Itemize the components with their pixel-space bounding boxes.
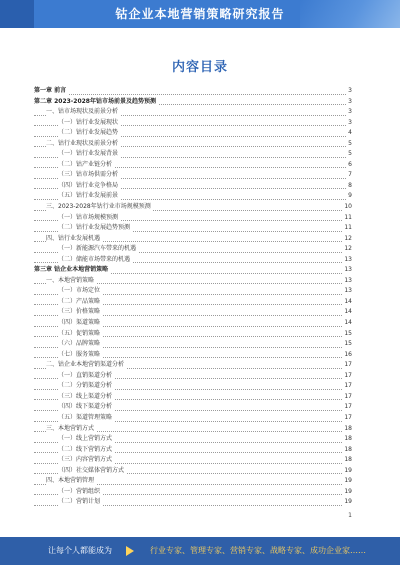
toc-entry-title: （七）服务策略	[58, 350, 102, 361]
toc-entry-page: 14	[342, 318, 352, 329]
page-header	[0, 0, 400, 28]
toc-entry-title: 四、钴行业发展机遇	[46, 234, 102, 245]
toc-entry-title: （二）储能市场带来的机遇	[58, 255, 132, 266]
toc-entry-page: 13	[342, 276, 352, 287]
report-title: 钴企业本地营销策略研究报告	[115, 7, 285, 21]
toc-entry-page: 16	[342, 350, 352, 361]
toc-entry-page: 10	[342, 202, 352, 213]
toc-entry-title: （一）新能源汽车带来的机遇	[58, 244, 138, 255]
toc-entry-page: 19	[342, 487, 352, 498]
toc-entry-title: （四）渠道策略	[58, 318, 102, 329]
toc-entry-title: 三、本地营销方式	[46, 424, 96, 435]
toc-entry-page: 15	[342, 329, 352, 340]
toc-entry-page: 3	[346, 118, 352, 129]
toc-entry-page: 11	[342, 213, 352, 224]
toc-entry-page: 15	[342, 339, 352, 350]
page-footer	[0, 537, 400, 565]
toc-entry-title: （二）钴行业发展趋势预测	[58, 223, 132, 234]
toc-entry-page: 13	[342, 265, 352, 276]
toc-entry-page: 12	[342, 244, 352, 255]
toc-entry-page: 14	[342, 307, 352, 318]
toc-entry-page: 18	[342, 434, 352, 445]
toc-entry-page: 19	[342, 497, 352, 508]
toc-entry-title: 一、本地营销策略	[46, 276, 96, 287]
toc-entry-title: 三、2023-2028年钴行业市场规模预测	[46, 202, 153, 213]
toc-entry-title: 二、钴行业现状及前景分析	[46, 139, 120, 150]
toc-entry-page: 19	[342, 476, 352, 487]
toc-entry-page: 9	[346, 191, 352, 202]
toc-entry-page: 3	[346, 97, 352, 108]
toc-entry-page: 17	[342, 392, 352, 403]
toc-entry-title: （二）分销渠道分析	[58, 381, 114, 392]
toc-entry-page: 12	[342, 234, 352, 245]
toc-entry-title: （一）钴行业发展现状	[58, 118, 120, 129]
toc-entry-page: 18	[342, 424, 352, 435]
toc-entry-page: 17	[342, 413, 352, 424]
toc-entry-page: 17	[342, 381, 352, 392]
arrow-icon	[126, 546, 134, 556]
toc-entry-title: （一）线上营销方式	[58, 434, 114, 445]
toc-entry-page: 3	[346, 107, 352, 118]
toc-entry-title: （一）钴市场规模预测	[58, 213, 120, 224]
toc-entry-title: （二）营销计划	[58, 497, 102, 508]
page-number: 1	[348, 512, 352, 519]
toc-entry-page: 5	[346, 139, 352, 150]
toc-entry-page: 17	[342, 402, 352, 413]
toc-entry-title: （二）钴行业发展趋势	[58, 128, 120, 139]
toc-entry-title: （三）内容营销方式	[58, 455, 114, 466]
toc-entry-page: 5	[346, 149, 352, 160]
toc-entry-page: 7	[346, 170, 352, 181]
toc-entry[interactable]	[34, 497, 352, 508]
toc-entry-title: （三）钴市场供需分析	[58, 170, 120, 181]
toc-entry-title: （四）线下渠道分析	[58, 402, 114, 413]
toc-entry-page: 18	[342, 445, 352, 456]
toc-heading: 内容目录	[171, 60, 228, 75]
toc-entry-title: 第三章 钴企业本地营销策略	[34, 265, 110, 276]
toc-entry-title: （二）线下营销方式	[58, 445, 114, 456]
footer-tagline: 行业专家、管理专家、营销专家、战略专家、成功企业家……	[150, 546, 366, 555]
toc-entry-page: 19	[342, 466, 352, 477]
toc-entry-title: 四、本地营销管理	[46, 476, 96, 487]
toc-entry-title: 一、钴市场现状及前景分析	[46, 107, 120, 118]
toc-entry-title: （一）市场定位	[58, 286, 102, 297]
toc-entry-title: （一）钴行业发展背景	[58, 149, 120, 160]
toc-entry-page: 4	[346, 128, 352, 139]
toc-entry-title: 二、钴企业本地营销渠道分析	[46, 360, 126, 371]
toc-entry-title: （一）直销渠道分析	[58, 371, 114, 382]
toc-entry-page: 17	[342, 360, 352, 371]
toc-entry-title: （二）产品策略	[58, 297, 102, 308]
toc-entry-page: 14	[342, 297, 352, 308]
toc-entry-title: （五）钴行业发展前景	[58, 191, 120, 202]
toc-entry-page: 3	[346, 86, 352, 97]
toc-entry-title: （五）渠道管理策略	[58, 413, 114, 424]
toc-entry-title: （三）线上渠道分析	[58, 392, 114, 403]
toc-entry-page: 18	[342, 455, 352, 466]
toc-entry-page: 11	[342, 223, 352, 234]
toc-entry-title: （六）品牌策略	[58, 339, 102, 350]
footer-slogan: 让每个人都能成为	[48, 546, 112, 555]
toc-entry-title: 第一章 前言	[34, 86, 68, 97]
toc-entry-title: （四）钴行业竞争格局	[58, 181, 120, 192]
toc-entry-title: 第二章 2023-2028年钴市场前景及趋势预测	[34, 97, 158, 108]
toc-entry-title: （五）促销策略	[58, 329, 102, 340]
table-of-contents	[34, 86, 352, 508]
toc-entry-page: 6	[346, 160, 352, 171]
toc-entry-title: （四）社交媒体营销方式	[58, 466, 126, 477]
toc-entry-page: 8	[346, 181, 352, 192]
toc-entry-title: （一）营销组织	[58, 487, 102, 498]
toc-entry-page: 13	[342, 286, 352, 297]
toc-entry-title: （三）价格策略	[58, 307, 102, 318]
toc-entry-page: 17	[342, 371, 352, 382]
toc-entry-title: （二）钴产业链分析	[58, 160, 114, 171]
toc-entry-page: 13	[342, 255, 352, 266]
